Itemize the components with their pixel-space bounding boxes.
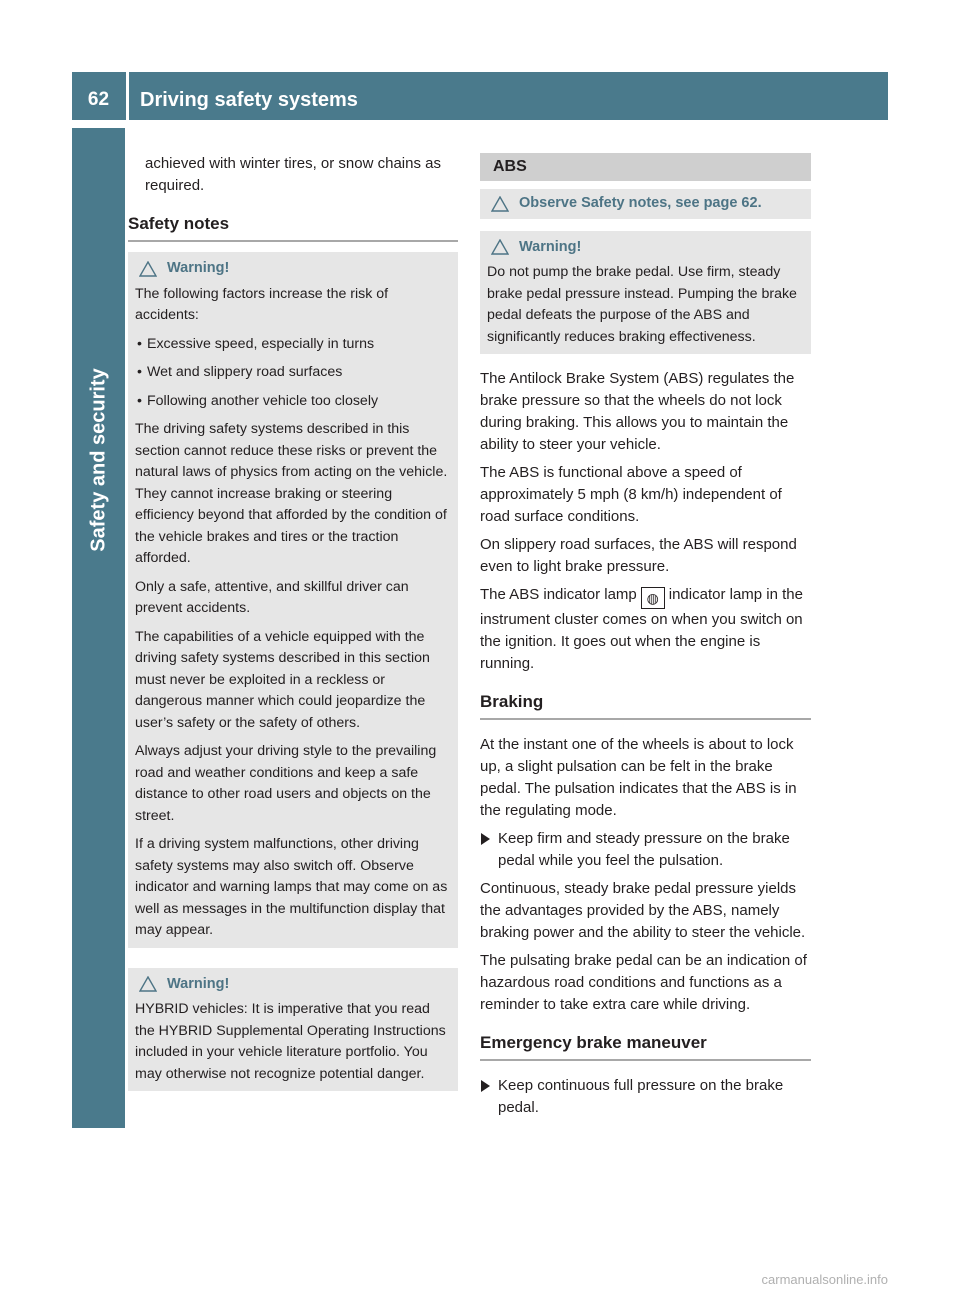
warning-title: Warning!	[519, 238, 582, 255]
step-text: Keep firm and steady pressure on the brake pedal while you feel the pulsation.	[498, 830, 790, 869]
warning-triangle-icon	[491, 239, 509, 255]
step-arrow-icon	[481, 1080, 490, 1092]
abs-paragraph: The Antilock Brake System (ABS) regulates the brake pressure so that the wheels do not lock during braking. This allows you to maintain the ability to steer your vehicle.	[480, 370, 795, 453]
right-column	[480, 153, 811, 1125]
intro-tail: achieved with winter tires, or snow chains as required.	[145, 155, 441, 194]
bullet-item: • Following another vehicle too closely	[135, 391, 451, 413]
abs-paragraph: The ABS is functional above a speed of approximately 5 mph (8 km/h) independent of road surface conditions.	[480, 464, 782, 525]
warning-title: Warning!	[167, 260, 230, 276]
warning-intro: The following factors increase the risk of accidents:	[135, 285, 389, 323]
warning-paragraph: Always adjust your driving style to the prevailing road and weather conditions and keep a safe distance to other road users and objects on the street.	[135, 743, 437, 824]
section-heading-abs: ABS	[480, 153, 811, 181]
note-header	[487, 193, 804, 215]
sidebar-tab	[72, 128, 125, 1128]
abs-text-after: indicator lamp in the instrument cluster comes on when you switch on the ignition. It goes out when the engine is running.	[480, 586, 803, 672]
warning-paragraph: The capabilities of a vehicle equipped with the driving safety systems described in this section must never be exploited in a reckless or dangerous manner which could jeopardize the user’s safety or the safety of others.	[135, 628, 430, 731]
abs-paragraph: On slippery road surfaces, the ABS will respond even to light brake pressure.	[480, 536, 797, 575]
warning-triangle-icon	[139, 976, 157, 992]
sidebar-label: Safety and security	[87, 368, 110, 552]
chapter-title: Driving safety systems	[140, 89, 358, 111]
braking-paragraph: Continuous, steady brake pedal pressure yields the advantages provided by the ABS, namely braking power and the ability to steer the vehicle.	[480, 880, 806, 941]
observe-safety-note	[480, 189, 811, 219]
abs-indicator-paragraph	[480, 584, 811, 675]
abs-lamp-icon: ◍	[641, 587, 665, 609]
step-arrow-icon	[481, 833, 490, 845]
left-column	[128, 153, 458, 1111]
warning-title: Warning!	[167, 975, 230, 992]
bullet-item: • Excessive speed, especially in turns	[135, 334, 451, 356]
abs-text-before: The ABS indicator lamp	[480, 586, 637, 603]
braking-paragraph: At the instant one of the wheels is about to lock up, a slight pulsation can be felt in the brake pedal. The pulsation indicates that the ABS is in the regulating mode.	[480, 736, 797, 819]
warning-box-abs	[480, 231, 811, 355]
warning-triangle-icon	[139, 261, 157, 277]
section-heading-emergency: Emergency brake maneuver	[480, 1022, 811, 1061]
warning-header	[135, 258, 451, 280]
warning-header	[135, 974, 451, 996]
instruction-step	[480, 828, 811, 872]
section-heading-safety-notes: Safety notes	[128, 203, 458, 242]
bullet-item: • Wet and slippery road surfaces	[135, 362, 451, 384]
page-number: 62	[87, 89, 110, 110]
watermark: carmanualsonline.info	[761, 1272, 888, 1287]
step-text: Keep continuous full pressure on the brake pedal.	[498, 1077, 784, 1116]
warning-header	[487, 237, 804, 259]
section-heading-braking: Braking	[480, 681, 811, 720]
warning-paragraph: If a driving system malfunctions, other driving safety systems may also switch off. Observe indicator and warning lamps that may come on as well as messages in the multifunction display that may appear.	[135, 836, 448, 938]
warning-triangle-icon	[491, 196, 509, 212]
warning-paragraph: Only a safe, attentive, and skillful driver can prevent accidents.	[135, 578, 409, 616]
instruction-step	[480, 1075, 811, 1119]
header-divider	[126, 72, 129, 120]
page-header	[72, 72, 888, 120]
warning-text: HYBRID vehicles: It is imperative that you read the HYBRID Supplemental Operating Instructions included in your vehicle literature portfolio. You may otherwise not recognize potential danger.	[135, 1001, 446, 1082]
observe-note-text: Observe Safety notes, see page 62.	[519, 195, 762, 211]
warning-paragraph: The driving safety systems described in this section cannot reduce these risks or prevent the natural laws of physics from acting on the vehicle. They cannot increase braking or steering efficiency beyond that afforded by the condition of the vehicle brakes and tires or the traction afforded.	[135, 421, 448, 566]
warning-box-risk-factors	[128, 252, 458, 948]
braking-paragraph: The pulsating brake pedal can be an indication of hazardous road conditions and functions as a reminder to take extra care while driving.	[480, 952, 807, 1013]
warning-box-hybrid	[128, 968, 458, 1092]
sidebar-label-wrap	[82, 290, 116, 630]
warning-text: Do not pump the brake pedal. Use firm, steady brake pedal pressure instead. Pumping the brake pedal defeats the purpose of the ABS and significantly reduces braking effectiveness.	[487, 264, 797, 345]
